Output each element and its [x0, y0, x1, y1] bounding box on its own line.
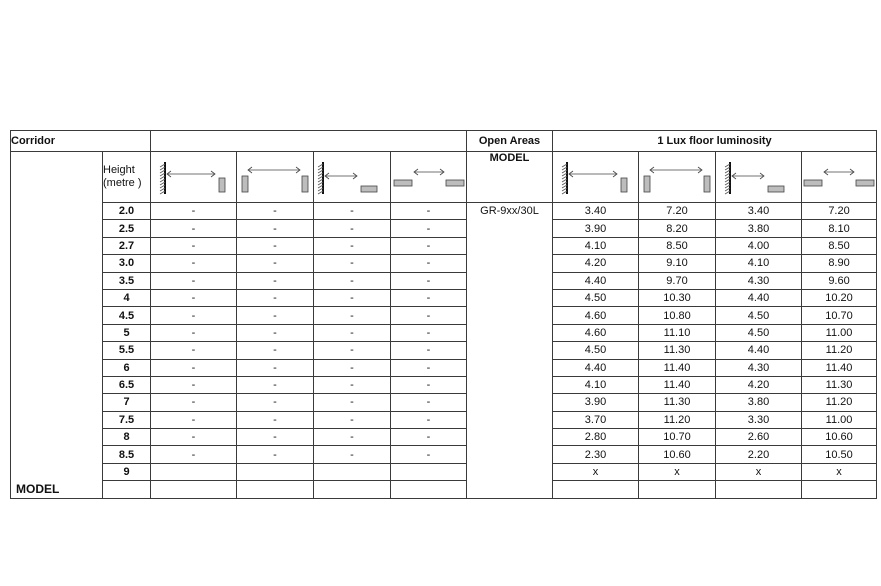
corridor-value: -	[151, 289, 237, 306]
height-value: 6	[103, 359, 151, 376]
open-areas-model-column	[467, 152, 553, 203]
corridor-value: -	[314, 255, 391, 272]
lux-value: 4.50	[716, 324, 802, 341]
corridor-value: -	[151, 307, 237, 324]
corridor-title: Corridor	[11, 131, 151, 152]
open-diagram-2	[639, 152, 716, 203]
height-value: 7.5	[103, 411, 151, 428]
corridor-value: -	[314, 446, 391, 463]
corridor-value: -	[314, 272, 391, 289]
lux-value: 4.40	[716, 342, 802, 359]
corridor-value: -	[391, 411, 467, 428]
lux-value: 9.10	[639, 255, 716, 272]
corridor-value: -	[314, 203, 391, 220]
table-row	[11, 446, 877, 463]
corridor-value: -	[151, 255, 237, 272]
corridor-diagram-1	[151, 152, 237, 203]
lux-value: 11.20	[802, 394, 877, 411]
lux-value: 11.00	[802, 324, 877, 341]
height-value: 8.5	[103, 446, 151, 463]
open-areas-model-value: GR-9xx/30L	[467, 203, 553, 499]
lux-value: 3.90	[553, 394, 639, 411]
corridor-value: -	[237, 342, 314, 359]
corridor-value	[237, 481, 314, 498]
height-value: 6.5	[103, 376, 151, 393]
corridor-value: -	[314, 220, 391, 237]
lux-value: 3.30	[716, 411, 802, 428]
lux-value: 8.50	[802, 237, 877, 254]
corridor-value: -	[314, 307, 391, 324]
corridor-value: -	[391, 446, 467, 463]
table-row	[11, 376, 877, 393]
table-row	[11, 342, 877, 359]
corridor-value: -	[151, 203, 237, 220]
corridor-value: -	[314, 289, 391, 306]
height-value: 4	[103, 289, 151, 306]
ceiling-to-ceiling-luminaire-icon	[802, 158, 876, 196]
lux-value	[802, 481, 877, 498]
lux-value: 10.70	[802, 307, 877, 324]
lux-value: 10.20	[802, 289, 877, 306]
lux-value: 11.30	[639, 342, 716, 359]
height-value: 5	[103, 324, 151, 341]
corridor-value: -	[314, 237, 391, 254]
corridor-value: -	[151, 220, 237, 237]
lux-value: 10.50	[802, 446, 877, 463]
corridor-value: -	[391, 429, 467, 446]
corridor-value: -	[391, 255, 467, 272]
table-row	[11, 220, 877, 237]
height-value: 2.0	[103, 203, 151, 220]
lux-value: 3.90	[553, 220, 639, 237]
lux-value: 8.50	[639, 237, 716, 254]
corridor-value: -	[237, 446, 314, 463]
lux-value: 3.80	[716, 220, 802, 237]
lux-value: 10.70	[639, 429, 716, 446]
corridor-value: -	[391, 237, 467, 254]
corridor-value	[151, 481, 237, 498]
height-value: 2.7	[103, 237, 151, 254]
corridor-value: -	[314, 376, 391, 393]
corridor-value	[237, 463, 314, 480]
corridor-value	[314, 481, 391, 498]
corridor-header-blank	[151, 131, 467, 152]
table-row	[11, 411, 877, 428]
lux-value: 2.30	[553, 446, 639, 463]
wall-to-ceiling-luminaire-icon	[314, 158, 390, 196]
lux-value: 3.70	[553, 411, 639, 428]
lux-value: 4.10	[553, 376, 639, 393]
lux-value: 4.40	[553, 272, 639, 289]
table-row	[11, 481, 877, 498]
lux-value: 2.80	[553, 429, 639, 446]
corridor-value: -	[151, 324, 237, 341]
lux-value: 11.40	[639, 359, 716, 376]
corridor-value: -	[151, 394, 237, 411]
lux-value: 7.20	[802, 203, 877, 220]
corridor-value: -	[391, 307, 467, 324]
corridor-value	[314, 463, 391, 480]
corridor-value: -	[391, 220, 467, 237]
lux-value: 11.00	[802, 411, 877, 428]
lux-value: 4.60	[553, 307, 639, 324]
lux-value: 11.20	[802, 342, 877, 359]
corridor-value: -	[151, 376, 237, 393]
height-value: 7	[103, 394, 151, 411]
wall-to-ceiling-luminaire-icon	[716, 158, 801, 196]
table-row	[11, 429, 877, 446]
wall-to-luminaire-icon	[151, 158, 236, 196]
open-areas-model-label: MODEL	[489, 152, 530, 164]
corridor-value: -	[314, 324, 391, 341]
lux-value: 4.60	[553, 324, 639, 341]
lux-value: x	[639, 463, 716, 480]
corridor-value: -	[151, 342, 237, 359]
header-row	[11, 131, 877, 152]
ceiling-to-ceiling-luminaire-icon	[391, 158, 466, 196]
lux-value: 4.10	[716, 255, 802, 272]
height-value: 8	[103, 429, 151, 446]
corridor-value: -	[237, 307, 314, 324]
corridor-value: -	[237, 255, 314, 272]
open-diagram-4	[802, 152, 877, 203]
corridor-value: -	[391, 289, 467, 306]
corridor-diagram-2	[237, 152, 314, 203]
luminaire-to-luminaire-icon	[639, 158, 715, 196]
luminosity-table	[10, 130, 877, 499]
height-value	[103, 481, 151, 498]
open-areas-title: Open Areas	[467, 131, 553, 152]
lux-value: 8.20	[639, 220, 716, 237]
corridor-value: -	[391, 342, 467, 359]
corridor-value: -	[237, 324, 314, 341]
lux-value: 11.40	[802, 359, 877, 376]
height-value: 5.5	[103, 342, 151, 359]
lux-value: 4.30	[716, 359, 802, 376]
lux-value: 4.00	[716, 237, 802, 254]
lux-value: 7.20	[639, 203, 716, 220]
corridor-value: -	[391, 324, 467, 341]
lux-value: 8.10	[802, 220, 877, 237]
height-value: 2.5	[103, 220, 151, 237]
lux-value: 3.80	[716, 394, 802, 411]
lux-value: 10.80	[639, 307, 716, 324]
table-row	[11, 255, 877, 272]
lux-value: 4.50	[553, 289, 639, 306]
lux-value: 4.20	[716, 376, 802, 393]
table-row	[11, 203, 877, 220]
corridor-value: -	[237, 289, 314, 306]
lux-title: 1 Lux floor luminosity	[553, 131, 877, 152]
corridor-value: -	[237, 203, 314, 220]
lux-value: x	[802, 463, 877, 480]
lux-value	[639, 481, 716, 498]
table-row	[11, 463, 877, 480]
height-value: 3.0	[103, 255, 151, 272]
height-label: Height (metre )	[103, 152, 151, 203]
corridor-value: -	[314, 411, 391, 428]
table-row	[11, 359, 877, 376]
table-row	[11, 307, 877, 324]
lux-value: x	[553, 463, 639, 480]
corridor-value: -	[391, 394, 467, 411]
height-value: 3.5	[103, 272, 151, 289]
lux-value: 10.60	[802, 429, 877, 446]
corridor-value: -	[151, 237, 237, 254]
corridor-value: -	[391, 376, 467, 393]
lux-value: 4.40	[716, 289, 802, 306]
lux-value: 4.50	[553, 342, 639, 359]
corridor-value	[391, 481, 467, 498]
corridor-value: -	[237, 272, 314, 289]
corridor-value: -	[237, 220, 314, 237]
lux-value: 11.30	[639, 394, 716, 411]
corridor-value: -	[391, 359, 467, 376]
luminosity-table-sheet	[10, 130, 876, 498]
lux-value	[553, 481, 639, 498]
lux-value: x	[716, 463, 802, 480]
wall-to-luminaire-icon	[553, 158, 638, 196]
corridor-value: -	[314, 429, 391, 446]
lux-value: 2.60	[716, 429, 802, 446]
corridor-value: -	[237, 429, 314, 446]
corridor-value: -	[237, 376, 314, 393]
corridor-diagram-4	[391, 152, 467, 203]
lux-value: 4.50	[716, 307, 802, 324]
corridor-value: -	[151, 359, 237, 376]
corridor-value: -	[237, 411, 314, 428]
corridor-value: -	[151, 411, 237, 428]
table-row	[11, 237, 877, 254]
corridor-value: -	[237, 394, 314, 411]
table-row	[11, 324, 877, 341]
corridor-value: -	[151, 429, 237, 446]
corridor-value: -	[391, 272, 467, 289]
lux-value: 9.70	[639, 272, 716, 289]
lux-value	[716, 481, 802, 498]
lux-value: 2.20	[716, 446, 802, 463]
corridor-value: -	[314, 359, 391, 376]
corridor-model-label: MODEL	[16, 481, 60, 496]
table-row	[11, 289, 877, 306]
height-value: 4.5	[103, 307, 151, 324]
lux-value: 4.30	[716, 272, 802, 289]
lux-value: 11.30	[802, 376, 877, 393]
diagram-row	[11, 152, 877, 203]
lux-value: 10.30	[639, 289, 716, 306]
corridor-value: -	[391, 203, 467, 220]
lux-value: 8.90	[802, 255, 877, 272]
lux-value: 4.40	[553, 359, 639, 376]
lux-value: 4.20	[553, 255, 639, 272]
lux-value: 3.40	[716, 203, 802, 220]
lux-value: 3.40	[553, 203, 639, 220]
corridor-model-column	[11, 152, 103, 499]
table-row	[11, 272, 877, 289]
luminaire-to-luminaire-icon	[237, 158, 313, 196]
corridor-value: -	[237, 359, 314, 376]
corridor-value	[391, 463, 467, 480]
lux-value: 11.40	[639, 376, 716, 393]
corridor-value: -	[151, 272, 237, 289]
corridor-diagram-3	[314, 152, 391, 203]
height-value: 9	[103, 463, 151, 480]
corridor-value: -	[314, 342, 391, 359]
lux-value: 10.60	[639, 446, 716, 463]
open-diagram-3	[716, 152, 802, 203]
corridor-value: -	[314, 394, 391, 411]
lux-value: 11.20	[639, 411, 716, 428]
table-row	[11, 394, 877, 411]
open-diagram-1	[553, 152, 639, 203]
corridor-value: -	[151, 446, 237, 463]
corridor-value: -	[237, 237, 314, 254]
lux-value: 9.60	[802, 272, 877, 289]
lux-value: 11.10	[639, 324, 716, 341]
lux-value: 4.10	[553, 237, 639, 254]
corridor-value	[151, 463, 237, 480]
